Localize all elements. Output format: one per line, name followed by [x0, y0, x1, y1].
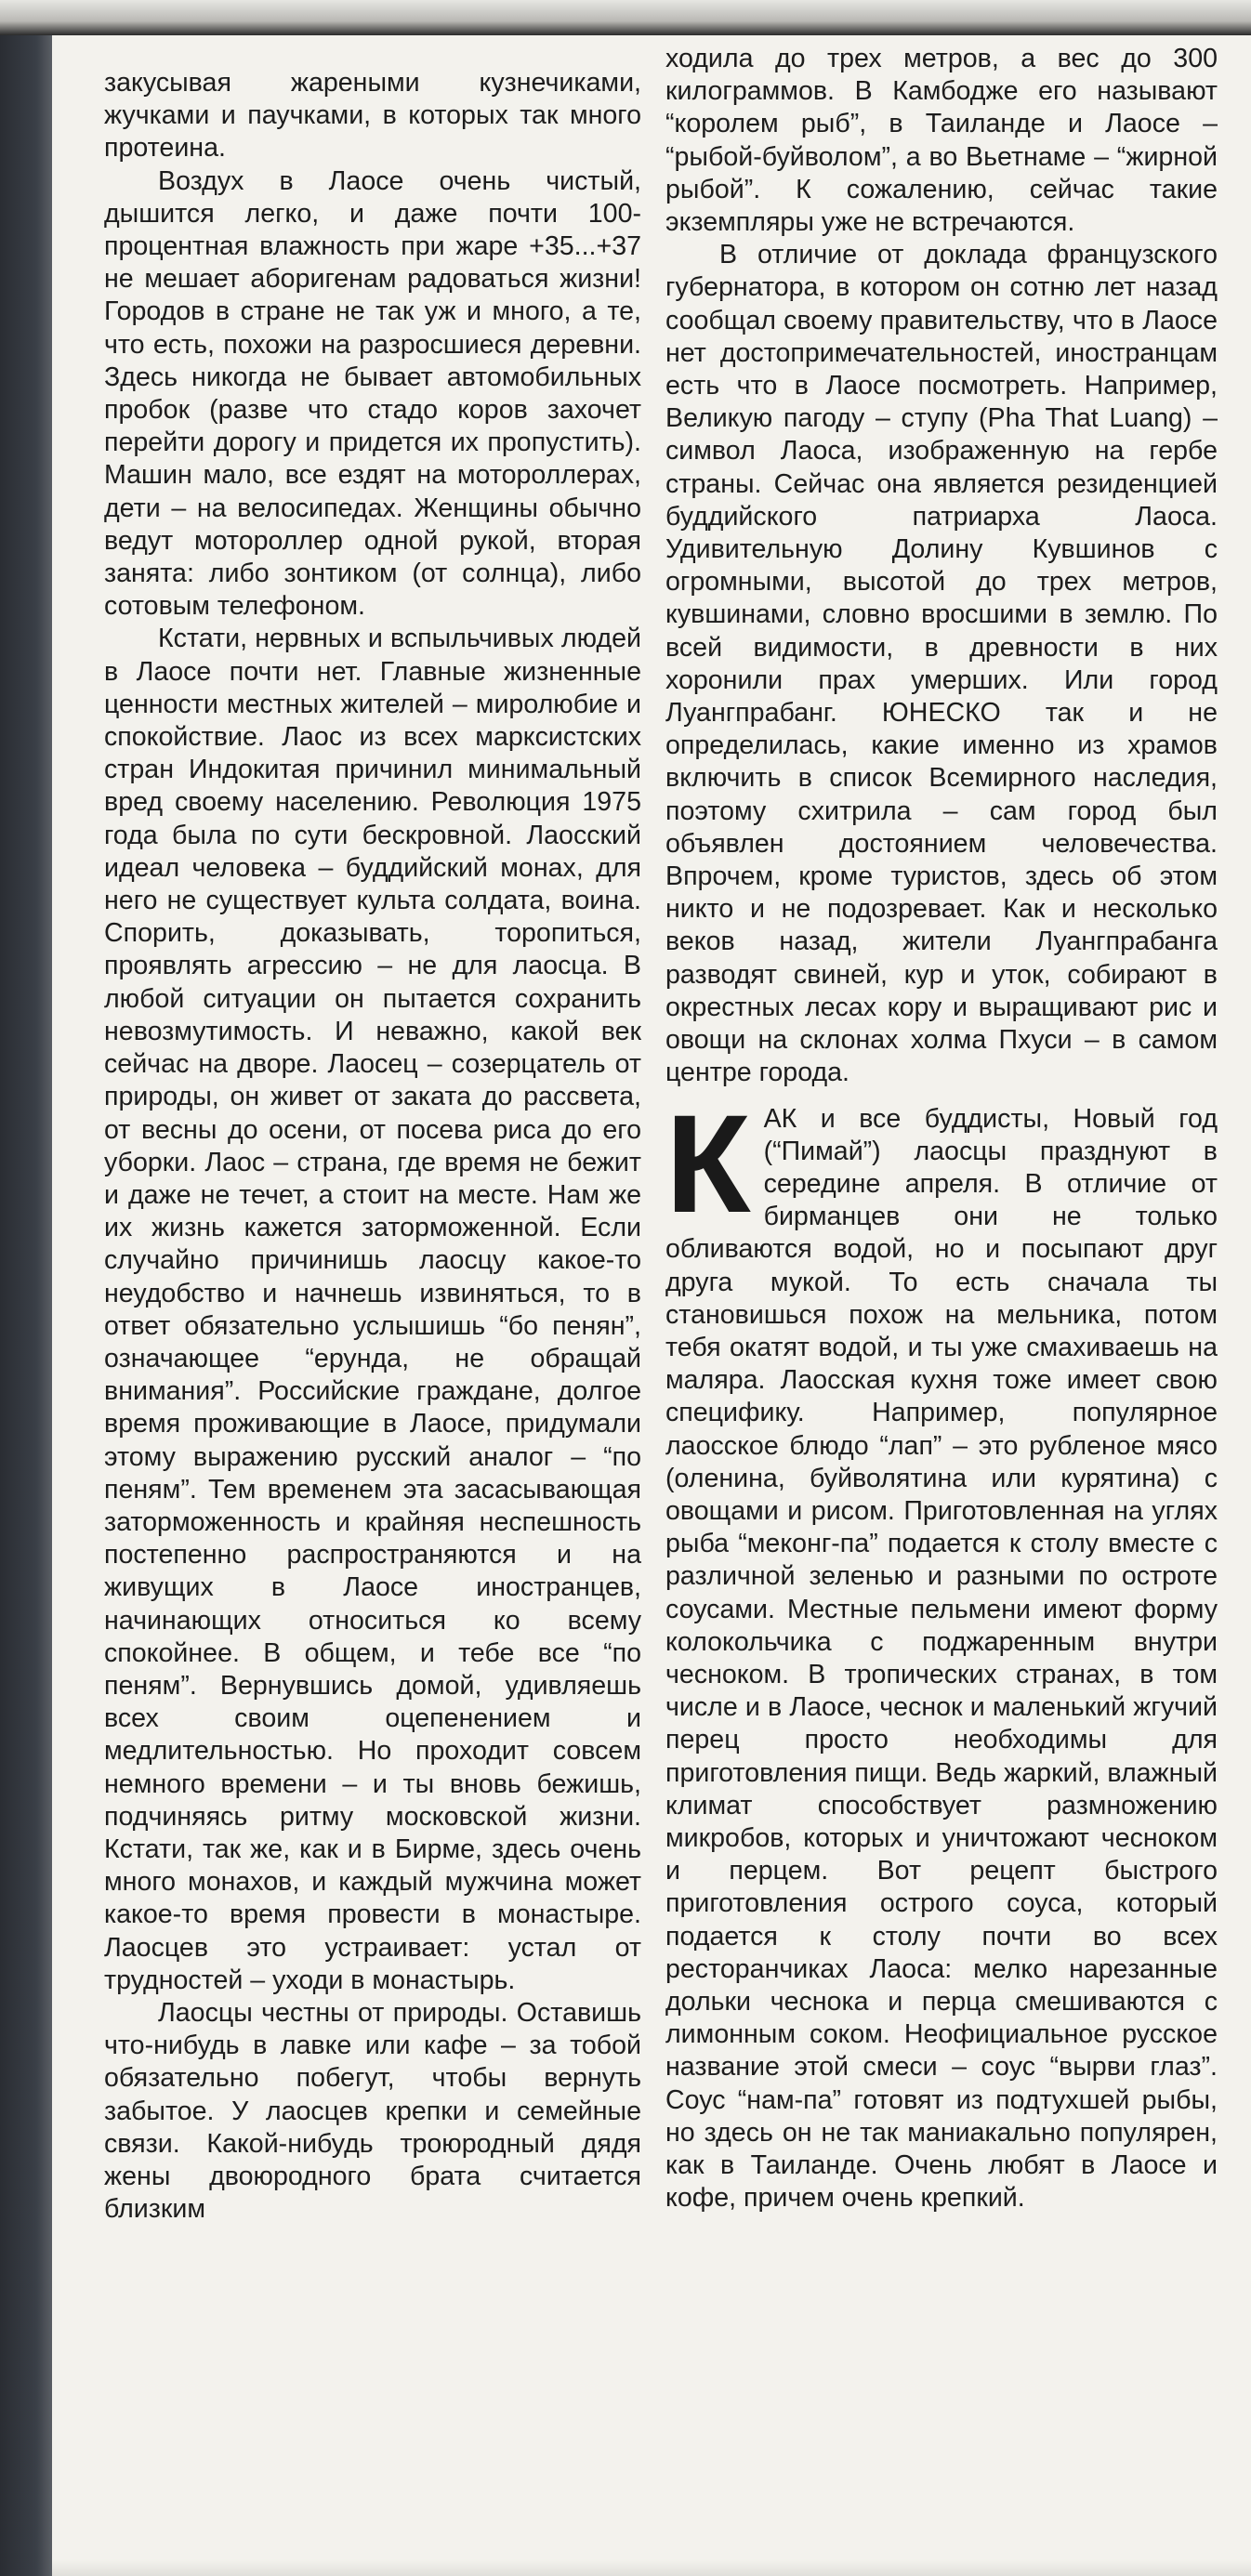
right-paragraph-2: В отличие от доклада французского губернатора, в котором он сотню лет назад сообщал своему правительству, что в Лаосе нет достопримечательностей, иностранцам есть что в Лаосе посмотреть. Например, Великую пагоду – ступу (Pha That Luang) – символ Лаоса, изображенную на гербе страны. Сейчас она является резиденцией буддийского патриарха Лаоса. Удивительную Долину Кувшинов с огромными, высотой до трех метров, кувшинами, словно вросшими в землю. По всей видимости, в древности в них хоронили прах умерших. Или город Луангпрабанг. ЮНЕСКО так и не определилась, какие именно из храмов включить в список Всемирного наследия, поэтому схитрила – сам город был объявлен достоянием человечества. Впрочем, кроме туристов, здесь об этом никто и не подозревает. Как и несколько веков назад, жители Луангпрабанга разводят свиней, кур и уток, собирают в окрестных лесах кору и выращивают рис и овощи на склонах холма Пхуси – в самом центре города. — [665, 240, 1218, 1088]
dropcap-paragraph-text: АК и все буддисты, Новый год (“Пимай”) лаосцы празднуют в середине апреля. В отличие от бирманцев они не только обливаются водой, но и посыпают друг друга мукой. То есть сначала ты становишься похож на мельника, потом тебя окатят водой, и ты уже смахиваешь на маляра. Лаосская кухня тоже имеет свою специфику. Например, популярное лаосское блюдо “лап” – это рубленое мясо (оленина, буйволятина или курятина) с овощами и рисом. Приготовленная на углях рыба “меконг-па” подается к столу вместе с различной зеленью и разными по остроте соусами. Местные пельмени имеют форму колокольчика с поджаренным внутри чесноком. В тропических странах, в том числе и в Лаосе, чеснок и маленький жгучий перец просто необходимы для приготовления пищи. Ведь жаркий, влажный климат способствует размножению микробов, которых и уничтожают чесноком и перцем. Вот рецепт быстрого приготовления острого соуса, который подается к столу почти во всех ресторанчиках Лаоса: мелко нарезанные дольки чеснока и перца смешиваются с лимонным соком. Неофициальное русское название этой смеси – соус “вырви глаз”. Соус “нам-па” готовят из подтухшей рыбы, но здесь он не так маниакально популярен, как в Таиланде. Очень любят в Лаосе и кофе, причем очень крепкий. — [665, 1103, 1218, 2214]
scanner-top-edge — [0, 0, 1251, 35]
scanner-left-edge — [0, 35, 52, 2576]
article-left-column — [104, 67, 641, 2226]
left-paragraph-1: закусывая жареными кузнечиками, жучками и паучками, в которых так много протеина. — [104, 68, 641, 164]
article-right-column — [665, 43, 1218, 2215]
dropcap-letter: К — [665, 1084, 751, 1242]
left-paragraph-3: Кстати, нервных и вспыльчивых людей в Лаосе почти нет. Главные жизненные ценности местных жителей – миролюбие и спокойствие. Лаос из всех марксистских стран Индокитая причинил минимальный вред своему населению. Революция 1975 года была по сути бескровной. Лаосский идеал человека – буддийский монах, для него не существует культа солдата, воина. Спорить, доказывать, торопиться, проявлять агрессию – не для лаосца. В любой ситуации он пытается сохранить невозмутимость. И неважно, какой век сейчас на дворе. Лаосец – созерцатель от природы, он живет от заката до рассвета, от весны до осени, от посева риса до его уборки. Лаос – страна, где время не бежит и даже не течет, а стоит на месте. Нам же их жизнь кажется заторможенной. Если случайно причинишь лаосцу какое-то неудобство и начнешь извиняться, то в ответ обязательно услышишь “бо пенян”, означающее “ерунда, не обращай внимания”. Российские граждане, долгое время проживающие в Лаосе, придумали этому выражению русский аналог – “по пеням”. Тем временем эта засасывающая заторможенность и крайняя неспешность постепенно распространяются и на живущих в Лаосе иностранцев, начинающих относиться ко всему спокойнее. В общем, и тебе все “по пеням”. Вернувшись домой, удивляешь всех своим оцепенением и медлительностью. Но проходит совсем немного времени – и ты вновь бежишь, подчиняясь ритму московской жизни. Кстати, так же, как и в Бирме, здесь очень много монахов, и каждый мужчина может какое-то время провести в монастыре. Лаосцев это устраивает: устал от трудностей – уходи в монастырь. — [104, 624, 641, 1995]
right-paragraph-1: ходила до трех метров, а вес до 300 килограммов. В Камбодже его называют “королем рыб”, в Таиланде и Лаосе – “рыбой-буйволом”, а во Вьетнаме – “жирной рыбой”. К сожалению, сейчас такие экземпляры уже не встречаются. — [665, 44, 1218, 238]
left-paragraph-2: Воздух в Лаосе очень чистый, дышится легко, и даже почти 100-процентная влажность при жаре +35...+37 не мешает аборигенам радоваться жизни! Городов в стране не так уж и много, а те, что есть, похожи на разросшиеся деревни. Здесь никогда не бывает автомобильных пробок (разве что стадо коров захочет перейти дорогу и придется их пропустить). Машин мало, все ездят на мотороллерах, дети – на велосипедах. Женщины обычно ведут мотороллер одной рукой, вторая занята: либо зонтиком (от солнца), либо сотовым телефоном. — [104, 165, 641, 622]
left-paragraph-4: Лаосцы честны от природы. Оставишь что-нибудь в лавке или кафе – за тобой обязательно побегут, чтобы вернуть забытое. У лаосцев крепки и семейные связи. Какой-нибудь троюродный дядя жены двоюродного брата считается близким — [104, 1997, 641, 2225]
page-bottom-shadow — [52, 2559, 1251, 2576]
right-paragraph-dropcap — [665, 1084, 1218, 2215]
